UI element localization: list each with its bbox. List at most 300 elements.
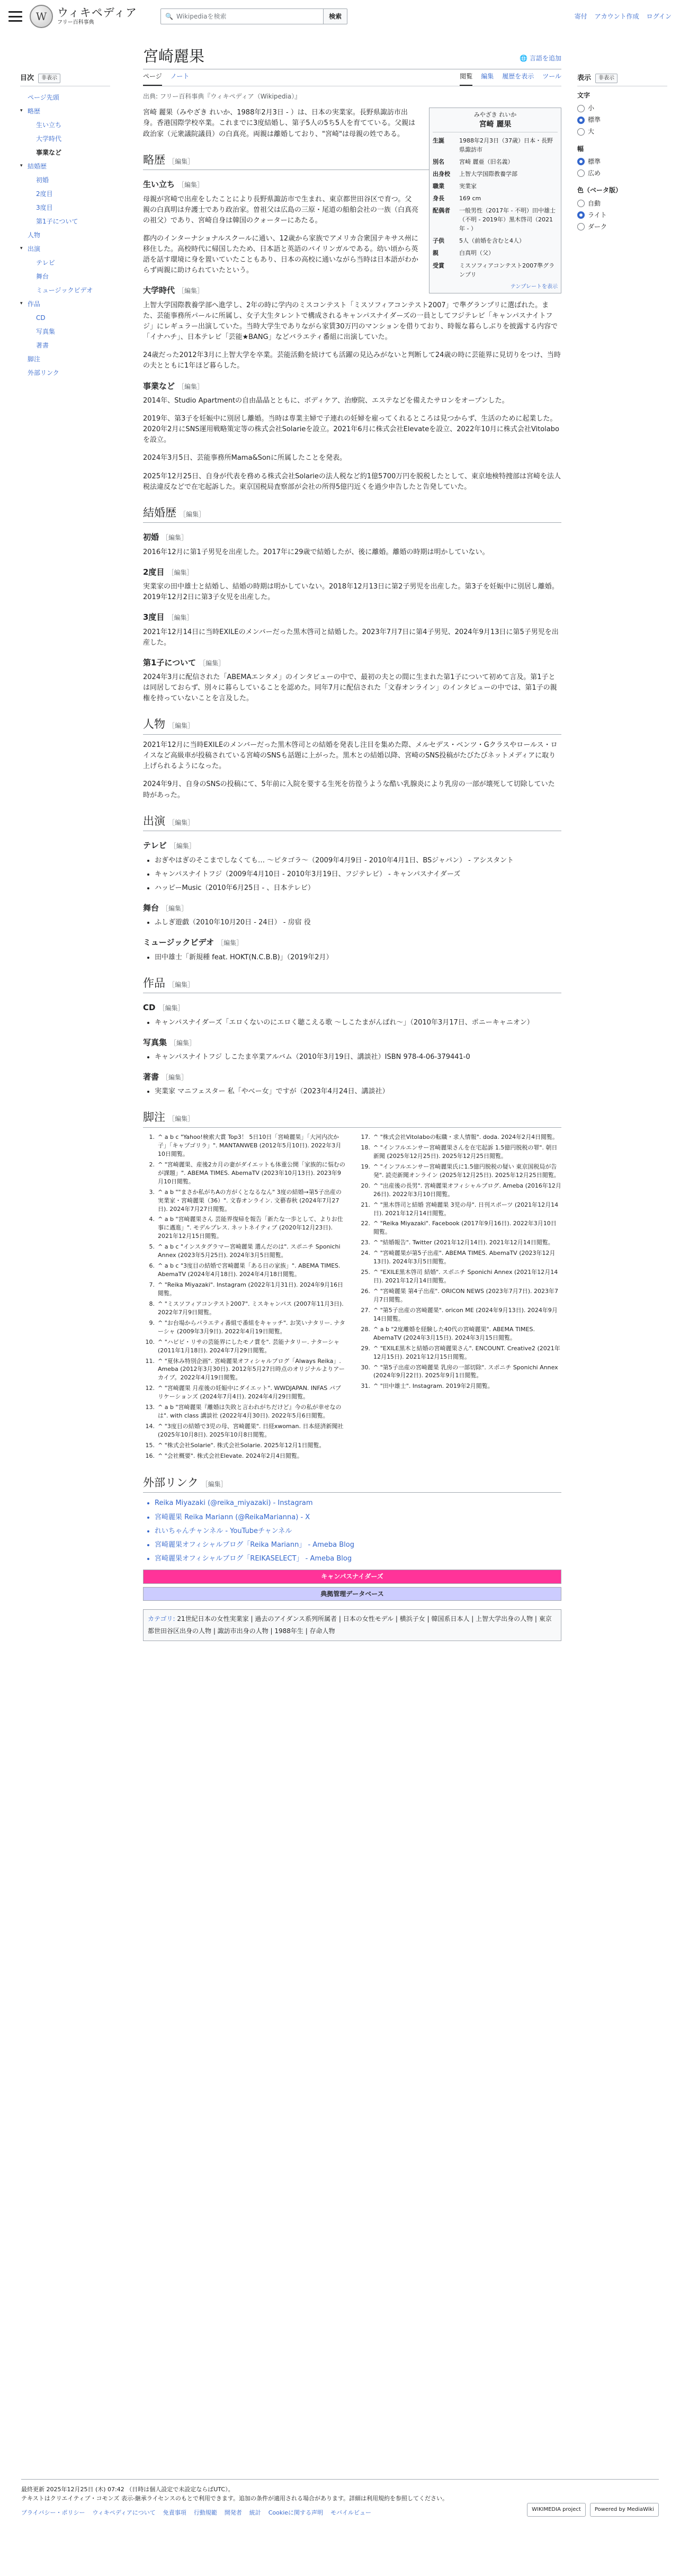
- paragraph: 24歳だった2012年3月に上智大学を卒業。芸能活動を続けても活躍の見込みがないと判断して24歳の時に芸能界に見切りをつけ、当時の夫とともに1年ほど暮らした。: [143, 351, 561, 370]
- toc-item-label[interactable]: 著書: [36, 341, 49, 349]
- chevron-down-icon[interactable]: ▾: [20, 301, 23, 307]
- text-size-heading: 文字: [577, 92, 590, 100]
- infobox-key: 別名: [433, 158, 444, 166]
- appearance-title: 表示: [577, 74, 592, 82]
- toc-item[interactable]: [20, 118, 110, 132]
- edit-link[interactable]: ［編集］: [168, 981, 194, 988]
- wikimedia-badge[interactable]: WIKIMEDIA project: [527, 2503, 586, 2517]
- toc-item[interactable]: [20, 159, 110, 173]
- reference-item: [359, 1219, 561, 1236]
- toc-item[interactable]: [20, 215, 110, 228]
- reference-number: 12.: [145, 1385, 155, 1392]
- edit-link[interactable]: ［編集］: [162, 534, 188, 542]
- navbox-title[interactable]: 典拠管理データベース: [144, 1588, 561, 1601]
- paragraph: 2016年12月に第1子男児を出産した。2017年に29歳で結婚したが、後に離婚。離婚の時期は明かしていない。: [143, 548, 489, 556]
- infobox-key: 子供: [433, 237, 444, 245]
- footer-link[interactable]: 統計: [249, 2509, 261, 2517]
- edit-link[interactable]: ［編集］: [170, 1039, 196, 1047]
- toc-item-label[interactable]: 出演: [28, 245, 41, 253]
- edit-link[interactable]: ［編集］: [168, 157, 194, 165]
- subsection-heading-daigaku: 大学時代 ［編集］: [143, 286, 204, 296]
- navbox-title[interactable]: キャンパスナイダーズ: [144, 1570, 561, 1583]
- subsection-heading-shokon: 初婚 ［編集］: [143, 532, 188, 542]
- paragraph: 2019年、第3子を妊娠中に別居し離婚。当時は専業主婦で子連れの妊婦を雇ってくれるところは見つからず、生活のために起業した。2020年2月にSNS運用戦略策定等の株式会社Solarieを設立。2021年6月に株式会社Elevateを設立、2022年10月に株式会社Vitolabo を設立。: [143, 414, 559, 444]
- create-account-link[interactable]: アカウント作成: [594, 12, 639, 20]
- toc-item[interactable]: [20, 242, 110, 256]
- reference-number: 29.: [361, 1344, 370, 1352]
- reference-item: [143, 1357, 346, 1383]
- reference-text[interactable]: ^ "ミスソフィアコンテスト2007". ミスキャンパス (2007年11月3日). 2022年7月9日閲覧。: [158, 1300, 344, 1316]
- reference-text[interactable]: ^ "宮崎麗果、産後2カ月の妻がダイエットも体重公開「家族的に悩むのが課題」". ABEMA TIMES. AbemaTV (2023年10月13日). 2023年9月10日閲覧。: [158, 1161, 345, 1185]
- reference-item: [359, 1182, 561, 1199]
- reference-text[interactable]: ^ "第5子出産の宮崎麗果". oricon ME (2024年9月13日). 2024年9月14日閲覧。: [373, 1306, 558, 1322]
- reference-text[interactable]: ^ "EXILE黒木と結婚の宮崎麗果さん". ENCOUNT. Creative2 (2021年12月15日). 2021年12月15日閲覧。: [373, 1344, 560, 1360]
- reference-item: [143, 1422, 346, 1439]
- site-logo[interactable]: [30, 5, 137, 28]
- reference-item: [359, 1144, 561, 1161]
- cd-list: [155, 1018, 561, 1028]
- categories-list[interactable]: 21世紀日本の女性実業家 | 過去のアイダンス系列所属者 | 日本の女性モデル | 横浜子女 | 韓国系日本人 | 上智大学出身の人物 | 東京都世田谷区出身の人物 | 諏訪市出身の人物 | 1988年生 | 存命人物: [148, 1615, 552, 1635]
- text-size-option[interactable]: [577, 126, 667, 138]
- infobox-row: [433, 260, 558, 281]
- subsection-heading-cd: CD ［編集］: [143, 1003, 184, 1013]
- reference-item: [359, 1363, 561, 1380]
- radio-button[interactable]: [577, 158, 585, 165]
- toc-item-label[interactable]: ミュージックビデオ: [36, 286, 93, 294]
- toc-item[interactable]: [20, 270, 110, 283]
- infobox-key: 配偶者: [433, 207, 450, 215]
- reference-number: 8.: [149, 1300, 155, 1307]
- references-column: [359, 1133, 561, 1463]
- color-heading: 色（ベータ版）: [577, 186, 622, 194]
- subsection-heading-butai: 舞台 ［編集］: [143, 903, 188, 913]
- reference-item: [143, 1441, 346, 1450]
- books-list: [155, 1086, 561, 1097]
- reference-item: [359, 1133, 561, 1142]
- infobox-key: 親: [433, 249, 439, 257]
- toc-item-label[interactable]: 略歴: [28, 107, 41, 115]
- paragraph: 2024年3月に配信された「ABEMAエンタメ」のインタビューの中で、最初の夫との間に生まれた第1子について初めて言及。第1子とは同居しておらず、別々に暮らしていることを認めた。同年7月に配信された「文春オンライン」のインタビューの中では、第1子の親権を持っていないことを言及した。: [143, 673, 557, 703]
- search-form: [160, 8, 347, 24]
- toc-item-label[interactable]: 2度目: [36, 190, 53, 198]
- reference-text[interactable]: ^ "株式会社Vitolaboの転職・求人情報". doda. 2024年2月4日閲覧。: [373, 1134, 559, 1140]
- radio-label: ダーク: [588, 222, 607, 230]
- reference-text[interactable]: ^ "3度目の結婚で3児の母、宮崎麗果". 日経xwoman. 日本経済新聞社 (2025年10月8日). 2025年10月8日閲覧。: [158, 1423, 344, 1438]
- infobox-key: 生誕: [433, 137, 444, 145]
- paragraph: 都内のインターナショナルスクールに通い、12歳から家族でアメリカ合衆国テキサス州に移住した。高校時代に帰国したため、日本語と英語のバイリンガルである。幼い頃から英語を話す環境に身を置いていたこともあり、日本の高校に通いながら当時は日本語がわからず両親に助けられていたという。: [143, 234, 419, 275]
- infobox-kana: みやざき れいか: [473, 111, 517, 119]
- toc-title: 目次: [20, 74, 34, 82]
- translate-icon: 🌐: [520, 55, 527, 63]
- toc-item[interactable]: [20, 201, 110, 215]
- infobox-row: [433, 204, 558, 235]
- license-text: テキストはクリエイティブ・コモンズ 表示-継承ライセンスのもとで利用できます。追加の条件が適用される場合があります。詳細は利用規約を参照してください。: [21, 2495, 449, 2502]
- toc-item[interactable]: [20, 283, 110, 297]
- photobook-item[interactable]: • キャンパスナイトフジ しこたま卒業アルバム（2010年3月19日、講談社）ISBN 978-4-06-379441-0: [155, 1052, 561, 1063]
- reference-text[interactable]: ^ a b c "3度目の結婚で宮崎麗果「ある日の家族」". ABEMA TIMES. AbemaTV (2024年4月18日). 2024年4月18日閲覧。: [158, 1262, 341, 1278]
- reference-item: [359, 1201, 561, 1218]
- toc-item-label[interactable]: 大学時代: [36, 135, 62, 142]
- toc-item[interactable]: [20, 338, 110, 352]
- reference-text[interactable]: ^ a b "宮崎麗果『離婚は失敗と言われがちだけど』今の私が幸せなのは". with class 講談社 (2022年4月30日). 2022年5月6日閲覧。: [158, 1404, 342, 1420]
- appearance-hide-button[interactable]: 非表示: [595, 74, 618, 83]
- toc-item-label[interactable]: 第1子について: [36, 217, 78, 225]
- chevron-down-icon[interactable]: ▾: [20, 108, 23, 114]
- reference-number: 31.: [361, 1383, 370, 1390]
- color-section: [577, 185, 667, 233]
- text-size-option[interactable]: [577, 114, 667, 126]
- paragraph: 2024年9月、自身のSNSの投稿にて、5年前に入院を要する生死を彷徨うような酷い乳腺炎により乳房の一部が壊死して切除していた時があった。: [143, 780, 555, 799]
- text-size-section: [577, 91, 667, 138]
- reference-item: [359, 1249, 561, 1266]
- logo-subtitle: フリー百科事典: [57, 19, 94, 25]
- reference-item: [143, 1384, 346, 1401]
- reference-text[interactable]: ^ "夏休み特別企画". 宮崎麗果オフィシャルブログ「Always Reika」. Ameba (2012年3月30日). 2012年5月27日時点のオリジナルよりアーカイブ。2022年4月19日閲覧。: [158, 1357, 345, 1381]
- infobox: [429, 108, 561, 293]
- reference-text[interactable]: ^ a b "2度離婚を経験した40代の宮崎麗果". ABEMA TIMES. AbemaTV (2024年3月15日). 2024年3月15日閲覧。: [373, 1325, 535, 1341]
- toc-item-label[interactable]: 舞台: [36, 272, 49, 280]
- edit-link[interactable]: ［編集］: [178, 287, 204, 295]
- reference-item: [359, 1325, 561, 1342]
- reference-item: [359, 1287, 561, 1304]
- toc-item-label[interactable]: 生い立ち: [36, 121, 62, 129]
- reference-text[interactable]: ^ "EXILE黒木啓司 結婚". スポニチ Sponichi Annex (2021年12月14日). 2021年12月14日閲覧。: [373, 1269, 558, 1285]
- reference-number: 24.: [361, 1250, 370, 1257]
- infobox-value: 宮崎 麗亜（旧名義）: [459, 158, 514, 166]
- infobox-row: [433, 135, 558, 156]
- reference-item: [143, 1452, 346, 1460]
- radio-button[interactable]: [577, 211, 585, 219]
- reference-number: 5.: [149, 1243, 155, 1251]
- subsection-heading-tv: テレビ ［編集］: [143, 841, 195, 851]
- width-heading: 幅: [577, 145, 584, 153]
- toc-item[interactable]: [20, 91, 110, 104]
- reference-text[interactable]: ^ a b c "インスタグラマー宮崎麗果 選んだのは". スポニチ Sponichi Annex (2023年5月25日). 2024年3月5日閲覧。: [158, 1243, 341, 1259]
- edit-link[interactable]: ［編集］: [162, 904, 188, 912]
- template-link[interactable]: テンプレートを表示: [510, 283, 558, 290]
- radio-label: 自動: [588, 199, 601, 207]
- toc-item[interactable]: [20, 173, 110, 187]
- reference-text[interactable]: ^ "ハビビ・リサの芸能界にしたモノ賞を". 芸能ナタリー. ナターシャ (2011年1月18日). 2024年7月29日閲覧。: [158, 1338, 339, 1354]
- radio-button[interactable]: [577, 128, 585, 136]
- infobox-row: [433, 180, 558, 192]
- edit-link[interactable]: ［編集］: [180, 510, 205, 518]
- paragraph: 2024年3月5日、芸能事務所Mama&Sonに所属したことを発表。: [143, 454, 347, 462]
- reference-text[interactable]: ^ "出産後の長男". 宮崎麗果オフィシャルブログ. Ameba (2016年12月26日). 2022年3月10日閲覧。: [373, 1182, 561, 1198]
- radio-button[interactable]: [577, 170, 585, 177]
- section-heading-gaibu: 外部リンク ［編集］: [143, 1474, 561, 1493]
- tab-read[interactable]: 閲覧: [460, 68, 472, 86]
- footer-link[interactable]: モバイルビュー: [330, 2509, 372, 2517]
- footer-link[interactable]: 開発者: [224, 2509, 242, 2517]
- reference-number: 13.: [145, 1404, 155, 1411]
- external-link[interactable]: • れいちゃんチャンネル - YouTubeチャンネル: [155, 1526, 561, 1537]
- radio-label: ライト: [588, 211, 607, 219]
- reference-text[interactable]: ^ "田中雄士". Instagram. 2019年2月閲覧。: [373, 1383, 494, 1390]
- book-item[interactable]: • 実業家 マニフェスター 私「やべー女」ですが（2023年4月24日、講談社）: [155, 1086, 561, 1097]
- infobox-value: 1988年2月3日（37歳）日本・長野県諏訪市: [459, 137, 553, 154]
- from-wikipedia: 出典: フリー百科事典『ウィキペディア（Wikipedia）』: [143, 92, 301, 100]
- footer-link[interactable]: ウィキペディアについて: [92, 2509, 156, 2517]
- reference-number: 27.: [361, 1306, 370, 1314]
- toc-item[interactable]: [20, 366, 110, 380]
- stage-item[interactable]: • ふしぎ遊戯（2010年10月20日 - 24日） - 房宿 役: [155, 917, 561, 928]
- radio-label: 標準: [588, 158, 601, 166]
- radio-label: 広め: [588, 170, 601, 177]
- table-of-contents: [20, 73, 110, 380]
- reference-number: 3.: [149, 1188, 155, 1196]
- reference-item: [143, 1319, 346, 1336]
- edit-link[interactable]: ［編集］: [168, 1115, 194, 1123]
- width-section: [577, 144, 667, 180]
- reference-item: [143, 1243, 346, 1260]
- subsection-heading-chosho: 著書 ［編集］: [143, 1072, 188, 1082]
- page-tabs: [143, 69, 561, 86]
- reference-text[interactable]: ^ "Reika Miyazaki". Instagram (2022年1月31日). 2024年9月16日閲覧。: [158, 1281, 343, 1297]
- reference-text[interactable]: ^ "株式会社Solarie". 株式会社Solarie. 2025年12月1日閲覧。: [158, 1441, 325, 1449]
- edit-link[interactable]: ［編集］: [199, 659, 225, 667]
- reference-text[interactable]: ^ "第5子出産の宮崎麗果 乳房の一部切除". スポニチ Sponichi Annex (2024年9月22日). 2025年9月1日閲覧。: [373, 1363, 558, 1379]
- toc-item[interactable]: [20, 104, 110, 118]
- page-footer: [21, 2479, 659, 2517]
- radio-button[interactable]: [577, 200, 585, 207]
- toc-item-label[interactable]: 外部リンク: [28, 369, 59, 377]
- toc-item-label[interactable]: 結婚歴: [28, 162, 47, 170]
- toc-item-label[interactable]: CD: [36, 314, 46, 322]
- toc-item[interactable]: [20, 146, 110, 159]
- reference-number: 7.: [149, 1281, 155, 1288]
- width-option[interactable]: [577, 156, 667, 167]
- subsection-heading-mv: ミュージックビデオ ［編集］: [143, 938, 243, 948]
- edit-link[interactable]: ［編集］: [167, 568, 193, 576]
- reference-text[interactable]: ^ "結婚報告". Twitter (2021年12月14日). 2021年12月14日閲覧。: [373, 1239, 554, 1246]
- edit-link[interactable]: ［編集］: [201, 1480, 227, 1488]
- reference-text[interactable]: ^ "黒木啓司と結婚 宮崎麗果 3児の母". 日刊スポーツ (2021年12月14日). 2021年12月14日閲覧。: [373, 1201, 559, 1217]
- edit-link[interactable]: ［編集］: [168, 818, 194, 826]
- section-heading-ryakureki: 略歴 ［編集］: [143, 151, 561, 171]
- toc-item[interactable]: [20, 352, 110, 366]
- infobox-value: 5人（前婚を含むと4人）: [459, 237, 525, 245]
- chevron-down-icon[interactable]: ▾: [20, 246, 23, 252]
- user-links: [575, 12, 672, 22]
- edit-link[interactable]: ［編集］: [217, 939, 243, 947]
- toc-item[interactable]: [20, 311, 110, 325]
- reference-item: [143, 1300, 346, 1317]
- mv-item[interactable]: • 田中雄士「新規種 feat. HOKT(N.C.B.B)」（2019年2月）: [155, 952, 561, 963]
- reference-number: 14.: [145, 1423, 155, 1430]
- edit-link[interactable]: ［編集］: [162, 1074, 188, 1082]
- reference-text[interactable]: ^ "Reika Miyazaki". Facebook (2017年9月16日). 2022年3月10日閲覧。: [373, 1220, 557, 1236]
- reference-number: 10.: [145, 1338, 155, 1345]
- reference-item: [359, 1238, 561, 1247]
- reference-text[interactable]: ^ "宮崎麗果 月産後の妊娠中にダイエット". WWDJAPAN. INFAS パブリケーションズ (2024年7月4日). 2024年4月29日閲覧。: [158, 1385, 341, 1401]
- toc-item[interactable]: [20, 228, 110, 242]
- references-column: [143, 1133, 346, 1463]
- lead-paragraph: 宮崎 麗果（みやざき れいか、1988年2月3日 - ）は、日本の実業家。長野県諏訪市出身。香港国際学校卒業。これまでに3度結婚し、第子5人の5ち5人を育てている。父親は政治家（元衆議院議員）の白真亮。両親は離婚しており、"宮崎"は母親の姓である。: [143, 109, 416, 138]
- infobox-value: 一般男性（2017年 - 不明）田中雄士（不明 - 2019年）黒木啓司（2021年 - ）: [459, 207, 556, 233]
- subsection-heading-jigyou: 事業など ［編集］: [143, 381, 204, 391]
- reference-item: [143, 1281, 346, 1298]
- search-button[interactable]: 検索: [324, 8, 347, 24]
- reference-item: [143, 1403, 346, 1420]
- donate-link[interactable]: 寄付: [574, 12, 587, 20]
- reference-item: [359, 1306, 561, 1323]
- reference-number: 9.: [149, 1319, 155, 1326]
- toc-item-label[interactable]: 事業など: [36, 148, 62, 156]
- section-heading-sakuhin: 作品 ［編集］: [143, 975, 561, 994]
- toc-item[interactable]: [20, 256, 110, 270]
- reference-text[interactable]: ^ "インフルエンサー宮崎麗果氏に1.5億円脱税の疑い 東京国税局が告発". 読売新聞オンライン (2025年12月25日). 2025年12月25日閲覧。: [373, 1163, 560, 1179]
- reference-item: [359, 1344, 561, 1361]
- radio-button[interactable]: [577, 105, 585, 112]
- paragraph: 実業家の田中雄士と結婚し、結婚の時期は明かしていない。2018年12月13日に第2子男児を出産した。第3子を妊娠中に別居し離婚。2019年12月2日に第3子女児を出産した。: [143, 583, 559, 602]
- reference-text[interactable]: ^ "会社概要". 株式会社Elevate. 2024年2月4日閲覧。: [158, 1452, 303, 1459]
- add-language-button[interactable]: 🌐 言語を追加: [520, 54, 561, 67]
- reference-number: 11.: [145, 1357, 155, 1365]
- edit-link[interactable]: ［編集］: [158, 1004, 184, 1012]
- infobox-key: 職業: [433, 183, 444, 190]
- category-links: [143, 1609, 561, 1641]
- tab-tools[interactable]: ツール: [542, 73, 561, 81]
- reference-text[interactable]: ^ a b ""まさか私がちAの方がくとなるなん" 3度の結婚→第5子出産の実業家・宮崎麗果（36）". 文春オンライン. 文藝春秋 (2024年7月27日). 2024年7月27日閲覧。: [158, 1188, 342, 1213]
- reference-number: 6.: [149, 1262, 155, 1270]
- appearance-panel: [577, 73, 667, 239]
- external-links-list: [155, 1498, 561, 1564]
- chevron-down-icon[interactable]: ▾: [20, 163, 23, 169]
- tab-edit[interactable]: 編集: [481, 73, 494, 81]
- infobox-key: 出身校: [433, 171, 450, 178]
- navbox-authority-control: [143, 1587, 561, 1601]
- footer-link[interactable]: プライバシー・ポリシー: [21, 2509, 85, 2517]
- section-heading-jinbutsu: 人物 ［編集］: [143, 716, 561, 735]
- infobox-key: 身長: [433, 195, 444, 202]
- search-placeholder: Wikipediaを検索: [176, 12, 227, 20]
- reference-number: 4.: [149, 1216, 155, 1223]
- reference-text[interactable]: ^ "お台場からバラエティ番組で番組をキャッチ". お笑いナタリー. ナターシャ (2009年3月9日). 2022年4月19日閲覧。: [158, 1319, 345, 1335]
- toc-item-label[interactable]: ページ先頭: [28, 93, 59, 101]
- reference-number: 22.: [361, 1220, 370, 1227]
- subsection-heading-daiisshi: 第1子について ［編集］: [143, 657, 225, 667]
- mediawiki-badge[interactable]: Powered by MediaWiki: [590, 2503, 659, 2517]
- edit-link[interactable]: ［編集］: [178, 181, 204, 189]
- tv-item[interactable]: • おぎやはぎのそこまでしなくても… 〜ピタゴラ〜（2009年4月9日 - 2010年4月1日、BSジャパン） - アシスタント: [155, 855, 561, 866]
- width-option[interactable]: [577, 167, 667, 179]
- toc-hide-button[interactable]: 非表示: [38, 74, 60, 83]
- reference-item: [143, 1133, 346, 1158]
- reference-number: 16.: [145, 1452, 155, 1459]
- reference-text[interactable]: ^ "インフルエンサー宮崎麗果さんを在宅起訴 1.5億円脱税の罪". 朝日新聞 (2025年12月25日). 2025年12月25日閲覧。: [373, 1144, 558, 1160]
- reference-number: 1.: [149, 1134, 155, 1140]
- reference-item: [143, 1338, 346, 1355]
- reference-number: 26.: [361, 1288, 370, 1295]
- toc-item-label[interactable]: 初婚: [36, 176, 49, 184]
- color-option[interactable]: [577, 209, 667, 221]
- reference-text[interactable]: ^ a b c "Yahoo!検索大賞 Top3！ 5日10日「宮崎麗果」「大河内次か子」「キャプゴリラ」". MANTANWEB (2012年5月10日). 2022年3月10日閲覧。: [158, 1134, 342, 1157]
- toc-item-label[interactable]: 写真集: [36, 327, 56, 335]
- infobox-value: 白真明（父）: [459, 249, 494, 257]
- edit-link[interactable]: ［編集］: [167, 614, 193, 622]
- color-option[interactable]: [577, 221, 667, 233]
- edit-link[interactable]: ［編集］: [168, 722, 194, 730]
- search-icon: 🔍: [165, 12, 174, 20]
- section-heading-shutsuen: 出演 ［編集］: [143, 813, 561, 832]
- edit-link[interactable]: ［編集］: [169, 842, 195, 850]
- main-menu-icon[interactable]: [8, 11, 22, 22]
- paragraph: 母親が宮崎で出産をしたことにより長野県諏訪市で生まれ、東京都世田谷区で育つ。父親の白真明は弁護士であり政治家。曽祖父は広島の三原・尾道の船舶会社の一族（白真亮の祖父）であり、宮崎自身は韓国のクォーターにあたる。: [143, 195, 419, 225]
- toc-item[interactable]: [20, 297, 110, 311]
- footer-link[interactable]: 行動規範: [193, 2509, 217, 2517]
- toc-item-label[interactable]: 人物: [28, 231, 41, 239]
- footer-link[interactable]: 免責事項: [163, 2509, 186, 2517]
- tv-item[interactable]: • キャンパスナイトフジ（2009年4月10日 - 2010年3月19日、フジテレビ） - キャンパスナイダーズ: [155, 869, 561, 880]
- reference-number: 20.: [361, 1182, 370, 1189]
- reference-item: [359, 1268, 561, 1285]
- tab-page[interactable]: ページ: [143, 68, 162, 86]
- categories-label[interactable]: カテゴリ:: [148, 1615, 175, 1623]
- photobook-list: [155, 1052, 561, 1063]
- search-input[interactable]: [160, 8, 324, 24]
- text-size-option[interactable]: [577, 103, 667, 114]
- radio-button[interactable]: [577, 117, 585, 124]
- reference-number: 21.: [361, 1201, 370, 1208]
- edit-link[interactable]: ［編集］: [178, 382, 204, 390]
- subsection-heading-sandome: 3度目 ［編集］: [143, 612, 193, 622]
- external-link[interactable]: • Reika Miyazaki (@reika_miyazaki) - Instagram: [155, 1498, 561, 1509]
- toc-item[interactable]: [20, 187, 110, 201]
- infobox-value: 実業家: [459, 183, 477, 190]
- tab-talk[interactable]: ノート: [170, 73, 190, 81]
- infobox-value: 169 cm: [459, 195, 481, 202]
- reference-number: 17.: [361, 1134, 370, 1140]
- cd-item[interactable]: • キャンパスナイダーズ「エロくないのにエロく聴こえる歌 〜しこたまがんばれ〜」（2010年3月17日、ポニーキャニオン）: [155, 1018, 561, 1028]
- toc-item[interactable]: [20, 132, 110, 146]
- tv-item[interactable]: • ハッピーMusic（2010年6月25日 - 、日本テレビ）: [155, 883, 561, 894]
- external-link[interactable]: • 宮崎麗果 Reika Mariann (@ReikaMarianna) - X: [155, 1512, 561, 1523]
- reference-item: [143, 1262, 346, 1279]
- reference-number: 23.: [361, 1239, 370, 1246]
- reference-text[interactable]: ^ a b "宮崎麗果さん 芸能界復帰を報告「新たな一歩として、よりお仕事に邁進」". モデルプレス. ネットネイティブ (2020年12月23日). 2021年12月15日閲覧。: [158, 1216, 343, 1240]
- toc-item-label[interactable]: 作品: [28, 300, 41, 308]
- toc-item-label[interactable]: 3度目: [36, 203, 53, 211]
- toc-item[interactable]: [20, 325, 110, 338]
- reference-item: [143, 1188, 346, 1214]
- external-link[interactable]: • 宮崎麗果オフィシャルブログ「Reika Mariann」 - Ameba Blog: [155, 1540, 561, 1550]
- paragraph: 2025年12月25日、自身が代表を務める株式会社Solarieの法人税など約1億5700万円を脱税したとして、東京地検特捜部は宮崎を法人税法違反などで在宅起訴した。東京国税局査察部が会社の所得5億円近くを過少申告したと告発していた。: [143, 472, 561, 491]
- radio-button[interactable]: [577, 223, 585, 230]
- subsection-heading-nidome: 2度目 ［編集］: [143, 567, 193, 577]
- reference-text[interactable]: ^ "宮崎麗果 第4子出産". ORICON NEWS (2023年7月7日). 2023年7月7日閲覧。: [373, 1288, 559, 1303]
- last-modified: 最終更新 2025年12月25日 (木) 07:42 （日時は個人設定で未設定ならばUTC）。: [21, 2486, 234, 2493]
- reference-number: 19.: [361, 1163, 370, 1170]
- infobox-row: [433, 156, 558, 168]
- login-link[interactable]: ログイン: [646, 12, 672, 20]
- toc-item-label[interactable]: 脚注: [28, 355, 41, 363]
- toc-item-label[interactable]: テレビ: [36, 259, 55, 266]
- wikipedia-globe-icon: W: [30, 5, 53, 28]
- color-option[interactable]: [577, 198, 667, 209]
- reference-item: [143, 1161, 346, 1186]
- paragraph: 2021年12月14日に当時EXILEのメンバーだった黒木啓司と結婚した。2023年7月7日に第4子男児、2024年9月13日に第5子男児を出産した。: [143, 628, 559, 647]
- tab-history[interactable]: 履歴を表示: [502, 73, 534, 81]
- reference-item: [143, 1215, 346, 1241]
- reference-number: 2.: [149, 1161, 155, 1168]
- paragraph: 上智大学国際教養学部へ進学し、2年の時に学内のミスコンテスト「ミスソフィアコンテスト2007」で準グランプリに選ばれた。また、芸能事務所パールに所属し、女子大生タレントで構成されるキャンパスナイダーズの一員としてフジテレビ「キャンパスナイトフジ」にレギュラー出演していた。当時大学生でありながら家賃30万円のマンションを借りており、時報な暮らしぶりを披露する内容で「イナハチ」、日本テレビ「芸能★BANG」などバラエティ番組に出演していた。: [143, 301, 558, 342]
- reference-text[interactable]: ^ "宮崎麗果が第5子出産". ABEMA TIMES. AbemaTV (2023年12月13日). 2024年3月5日閲覧。: [373, 1250, 556, 1265]
- infobox-row: [433, 168, 558, 180]
- reference-number: 28.: [361, 1325, 370, 1333]
- external-link[interactable]: • 宮崎麗果オフィシャルブログ「REIKASELECT」 - Ameba Blog: [155, 1554, 561, 1564]
- footer-link[interactable]: Cookieに関する声明: [268, 2509, 324, 2517]
